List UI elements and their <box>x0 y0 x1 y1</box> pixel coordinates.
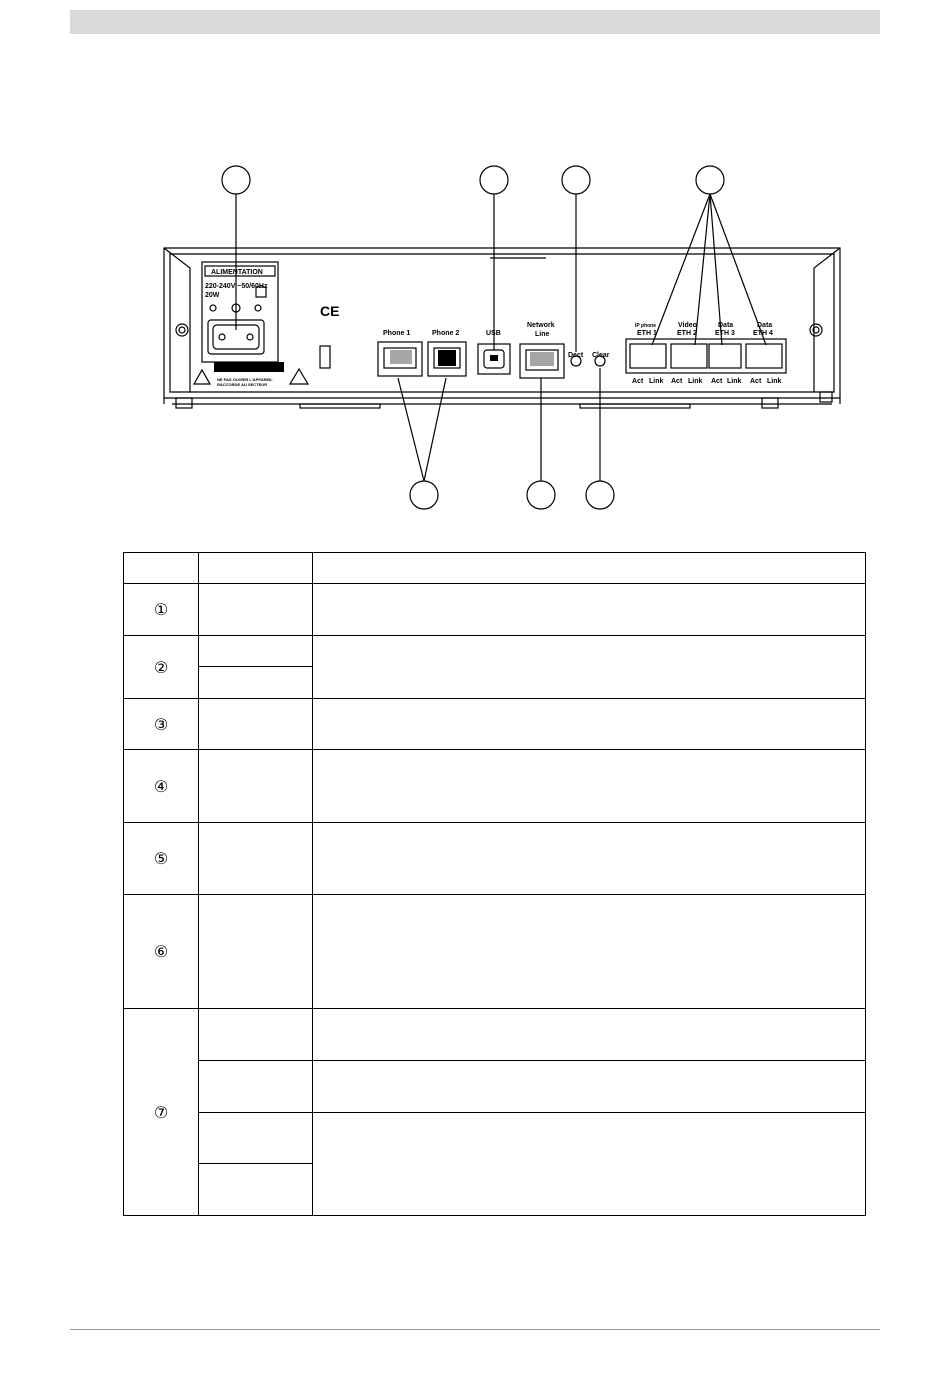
table-cell <box>199 584 313 636</box>
table-cell <box>199 823 313 895</box>
label-eth3: ETH 3 <box>715 330 735 337</box>
table-cell <box>313 750 866 823</box>
table-cell <box>199 636 313 667</box>
label-phone2: Phone 2 <box>432 330 460 337</box>
row-number: ⑤ <box>124 823 199 895</box>
table-row <box>124 1113 866 1164</box>
table-cell <box>199 1061 313 1113</box>
power-rating: 220-240V ~50/60Hz <box>205 283 268 290</box>
row-number: ⑦ <box>124 1009 199 1216</box>
table-cell <box>313 823 866 895</box>
callout-circle-6 <box>527 481 555 509</box>
label-link: Link <box>649 378 664 385</box>
label-phone1: Phone 1 <box>383 330 411 337</box>
table-cell <box>313 895 866 1009</box>
label-eth1-top: IP phone <box>635 323 657 329</box>
label-link: Link <box>767 378 782 385</box>
table-cell <box>313 1061 866 1113</box>
label-usb: USB <box>486 330 501 337</box>
label-act: Act <box>671 378 683 385</box>
table-cell <box>313 636 866 699</box>
label-dect: Dect <box>568 352 584 359</box>
callout-circle-7 <box>586 481 614 509</box>
header-cell <box>313 553 866 584</box>
row-number: ⑥ <box>124 895 199 1009</box>
label-eth3-top: Data <box>718 322 734 329</box>
row-number: ③ <box>124 699 199 750</box>
power-title: ALIMENTATION <box>211 269 263 276</box>
table-row <box>124 1061 866 1113</box>
table-cell <box>313 1009 866 1061</box>
label-eth1: ETH 1 <box>637 330 657 337</box>
label-act: Act <box>711 378 723 385</box>
label-network: Network <box>527 322 555 329</box>
ce-mark: CE <box>320 303 340 319</box>
table-row <box>124 636 866 667</box>
label-eth4: ETH 4 <box>753 330 773 337</box>
header-cell <box>124 553 199 584</box>
header-cell <box>199 553 313 584</box>
port-description-table <box>123 552 866 1216</box>
table-row <box>124 1009 866 1061</box>
header-bar <box>70 10 880 34</box>
label-clear: Clear <box>592 352 610 359</box>
table-row <box>124 750 866 823</box>
table-cell <box>199 1113 313 1164</box>
row-number: ① <box>124 584 199 636</box>
label-eth2-top: Video <box>678 322 697 329</box>
table-cell <box>199 750 313 823</box>
table-cell <box>313 584 866 636</box>
callout-circle-4 <box>696 166 724 194</box>
table-row <box>124 584 866 636</box>
power-watts: 20W <box>205 292 220 299</box>
callout-circle-5 <box>410 481 438 509</box>
table-row <box>124 699 866 750</box>
table-cell <box>199 667 313 699</box>
row-number: ④ <box>124 750 199 823</box>
table-cell <box>199 699 313 750</box>
warning-icon <box>194 370 210 384</box>
warning-text-2: RACCORDE AU SECTEUR <box>217 382 268 387</box>
warning-icon <box>290 369 308 384</box>
footer-rule <box>70 1329 880 1330</box>
table-cell <box>199 1009 313 1061</box>
callout-circle-1 <box>222 166 250 194</box>
device-rear-panel-diagram <box>0 150 950 520</box>
table-header-row <box>124 553 866 584</box>
warning-text-1: NE PAS OUVRIR L'APPAREIL <box>217 377 273 382</box>
label-link: Link <box>727 378 742 385</box>
table-row <box>124 823 866 895</box>
label-link: Link <box>688 378 703 385</box>
table-cell <box>199 895 313 1009</box>
table-cell <box>313 699 866 750</box>
label-eth2: ETH 2 <box>677 330 697 337</box>
label-act: Act <box>632 378 644 385</box>
row-number: ② <box>124 636 199 699</box>
label-line: Line <box>535 331 550 338</box>
callout-circle-3 <box>562 166 590 194</box>
table-row <box>124 895 866 1009</box>
callout-circle-2 <box>480 166 508 194</box>
table-cell <box>199 1164 313 1216</box>
table-cell <box>313 1113 866 1216</box>
label-eth4-top: Data <box>757 322 773 329</box>
label-act: Act <box>750 378 762 385</box>
